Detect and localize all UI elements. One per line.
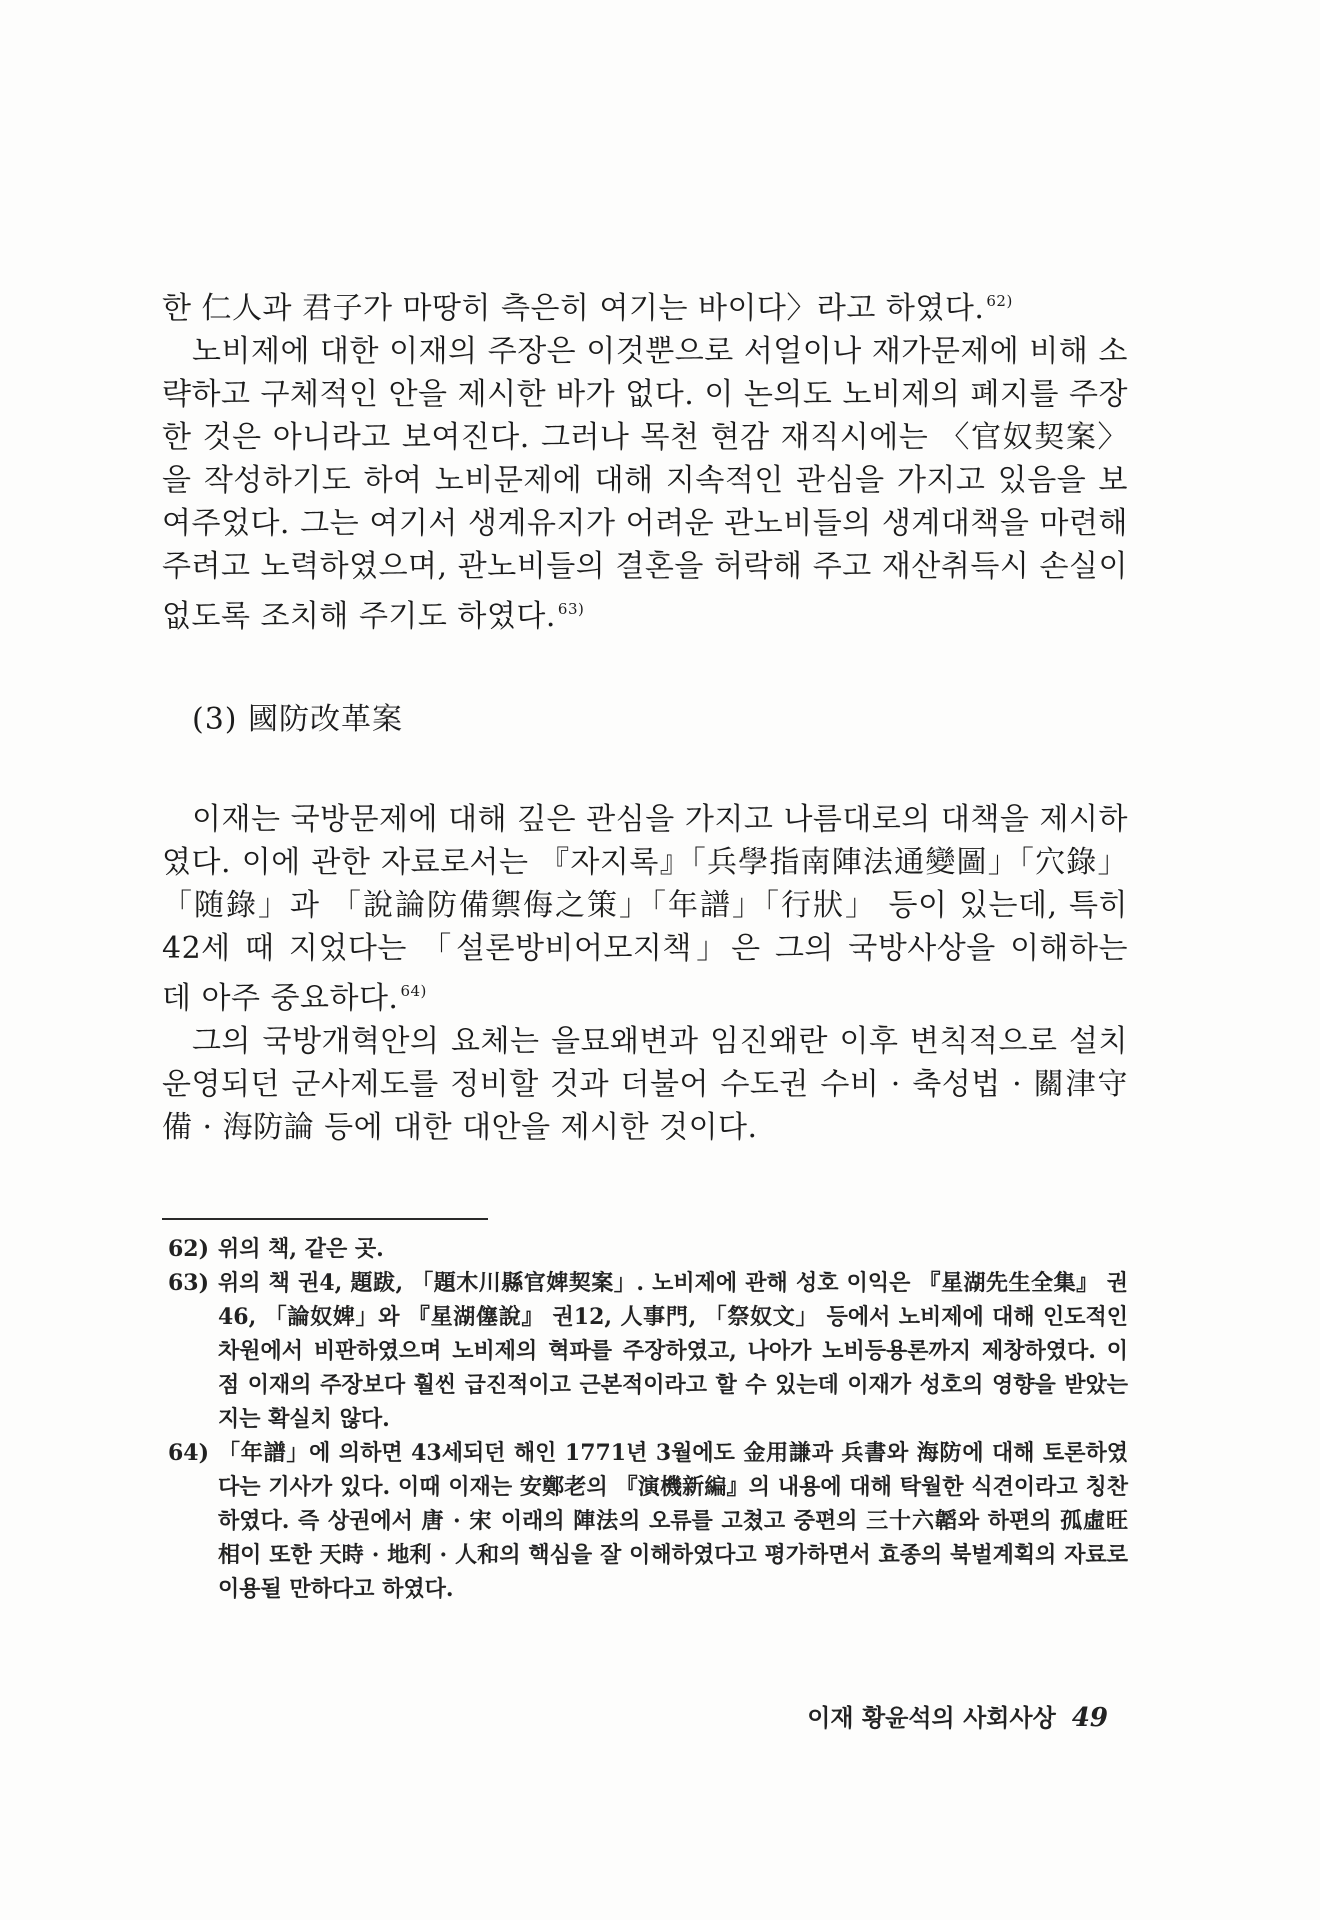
paragraph-3	[162, 798, 1128, 1020]
footnote-ref-62[interactable]: 62)	[986, 292, 1013, 310]
paragraph-4	[162, 1020, 1128, 1149]
paragraph-2	[162, 330, 1128, 638]
paragraph-1-text: 한 仁人과 君子가 마땅히 측은히 여기는 바이다〉라고 하였다.	[162, 291, 985, 326]
footnote-64	[168, 1436, 1128, 1606]
footnote-divider	[162, 1218, 488, 1220]
footnote-ref-64[interactable]: 64)	[400, 982, 427, 1000]
footnote-ref-63[interactable]: 63)	[557, 600, 585, 618]
footnote-63	[168, 1266, 1128, 1436]
footnote-62	[168, 1232, 1128, 1266]
page-footer	[807, 1698, 1108, 1733]
footnotes	[168, 1232, 1128, 1606]
paragraph-4-text: 그의 국방개혁안의 요체는 을묘왜변과 임진왜란 이후 변칙적으로 설치 운영되던 군사제도를 정비할 것과 더불어 수도권 수비 · 축성법 · 關津守備 · 海防論 등에 대한 대안을 제시한 것이다.	[162, 1024, 1128, 1145]
footnote-text: 위의 책, 같은 곳.	[218, 1236, 384, 1262]
section-heading: (3) 國防改革案	[192, 702, 404, 737]
page-number: 49	[1071, 1703, 1108, 1733]
footnote-text: 「年譜」에 의하면 43세되던 해인 1771년 3월에도 金用謙과 兵書와 海防에 대해 토론하였다는 기사가 있다. 이때 이재는 安鄭老의 『演機新編』의 내용에 대해 탁월한 식견이라고 칭찬하였다. 즉 상권에서 唐 · 宋 이래의 陣法의 오류를 고쳤고 중편의 三十六韜와 하편의 孤虛旺相이 또한 天時 · 地利 · 人和의 핵심을 잘 이해하였다고 평가하면서 효종의 북벌계획의 자료로 이용될 만하다고 하였다.	[218, 1440, 1128, 1602]
footnote-number: 62)	[168, 1236, 210, 1262]
paragraph-1	[162, 280, 1128, 330]
footnote-number: 64)	[168, 1440, 210, 1466]
footnote-text: 위의 책 권4, 題跋, 「題木川縣官婢契案」. 노비제에 관해 성호 이익은 『星湖先生全集』 권46, 「論奴婢」와 『星湖僿說』 권12, 人事門, 「祭奴文」 등에서 노비제에 대해 인도적인 차원에서 비판하였으며 노비제의 혁파를 주장하였고, 나아가 노비등용론까지 제창하였다. 이 점 이재의 주장보다 훨씬 급진적이고 근본적이라고 할 수 있는데 이재가 성호의 영향을 받았는지는 확실치 않다.	[218, 1270, 1128, 1432]
main-text	[162, 280, 1128, 1149]
running-title: 이재 황윤석의 사회사상	[807, 1703, 1056, 1732]
paragraph-3-text: 이재는 국방문제에 대해 깊은 관심을 가지고 나름대로의 대책을 제시하였다. 이에 관한 자료로서는 『자지록』「兵學指南陣法通變圖」「穴錄」「随錄」과 「說論防備禦侮之策」「年譜」「行狀」 등이 있는데, 특히 42세 때 지었다는 「설론방비어모지책」은 그의 국방사상을 이해하는 데 아주 중요하다.	[162, 802, 1128, 1016]
footnote-number: 63)	[168, 1270, 210, 1296]
paragraph-2-text: 노비제에 대한 이재의 주장은 이것뿐으로 서얼이나 재가문제에 비해 소략하고 구체적인 안을 제시한 바가 없다. 이 논의도 노비제의 폐지를 주장한 것은 아니라고 보여진다. 그러나 목천 현감 재직시에는 〈官奴契案〉을 작성하기도 하여 노비문제에 대해 지속적인 관심을 가지고 있음을 보여주었다. 그는 여기서 생계유지가 어려운 관노비들의 생계대책을 마련해 주려고 노력하였으며, 관노비들의 결혼을 허락해 주고 재산취득시 손실이 없도록 조치해 주기도 하였다.	[162, 334, 1128, 634]
